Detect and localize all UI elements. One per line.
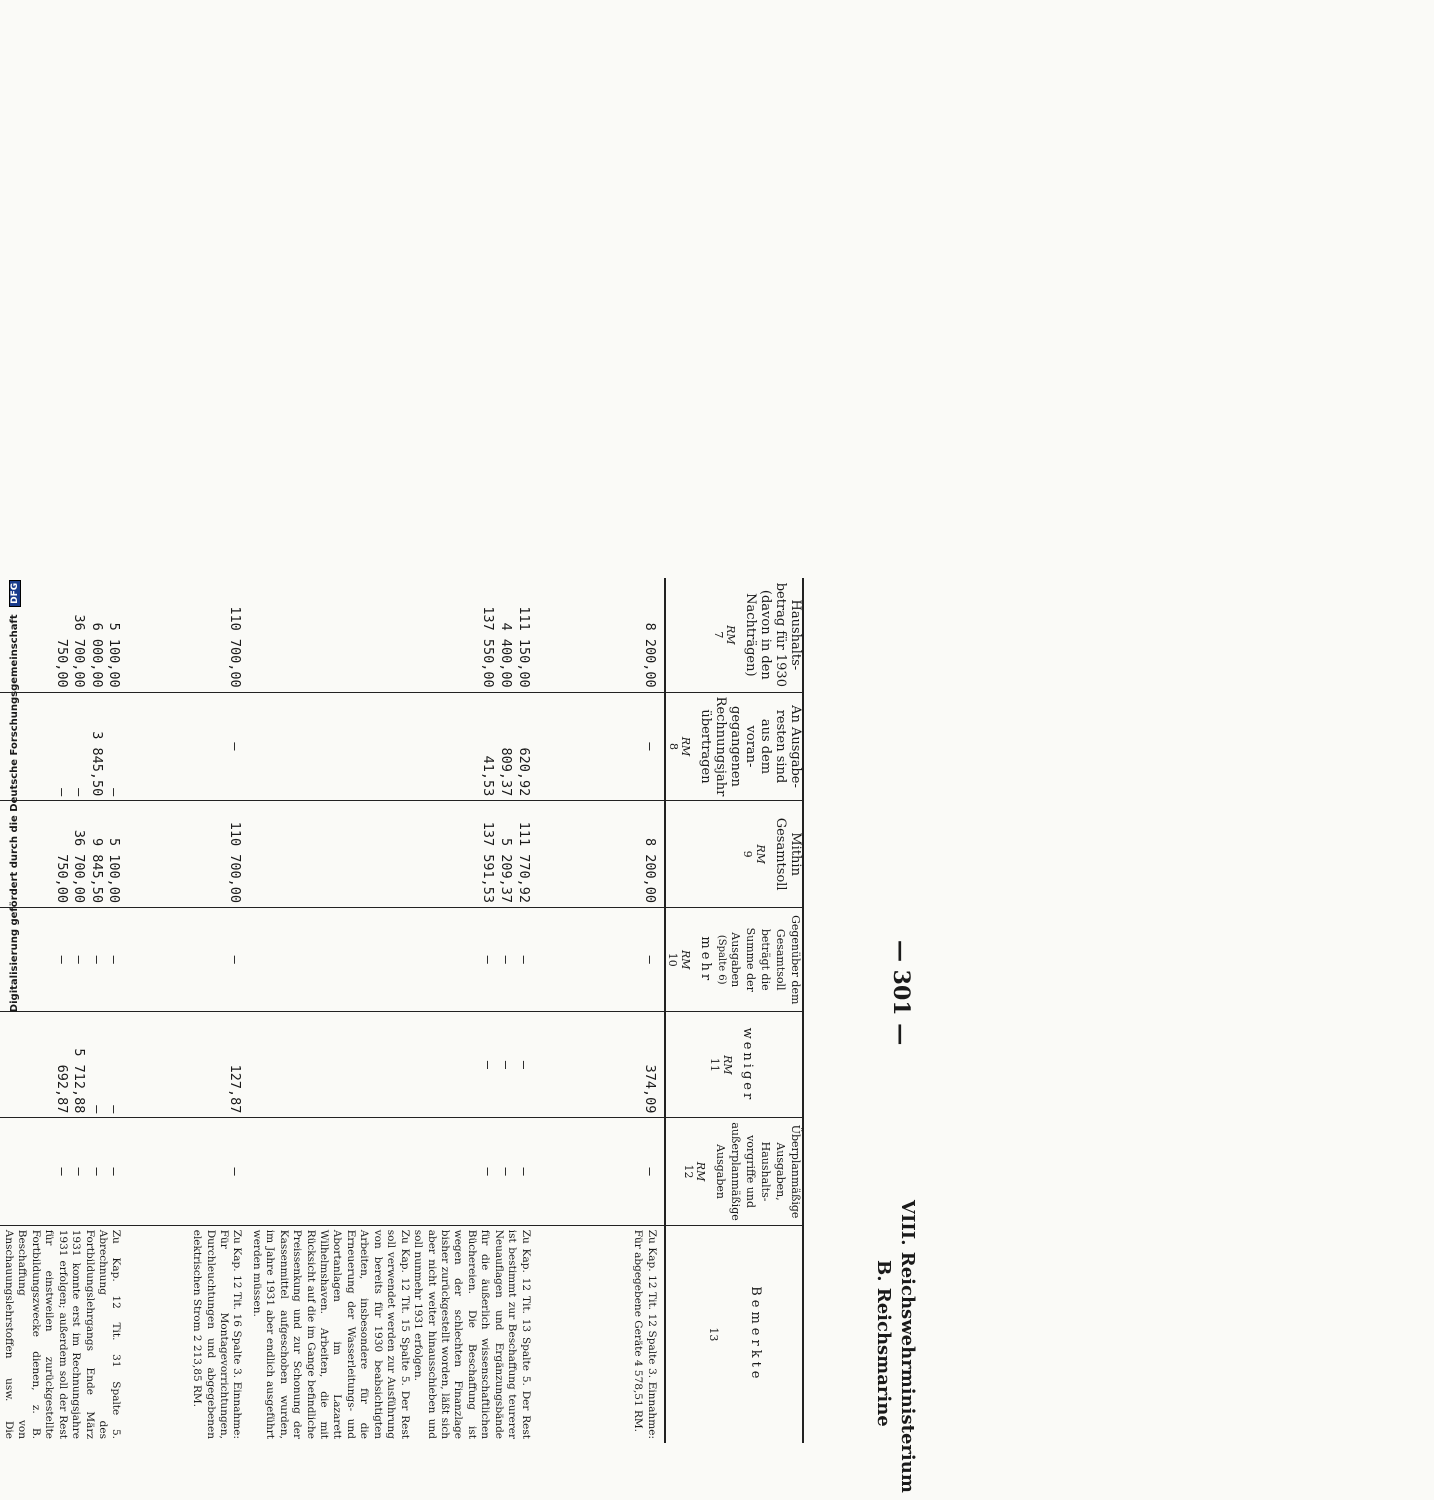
- cell-c10: —: [538, 908, 665, 1012]
- cell-c10: — — — —: [0, 908, 128, 1012]
- cell-c7: 8 200,00: [641, 622, 658, 688]
- cell-c8: —: [128, 692, 249, 801]
- header-col10: Gegenüber dem Gesamtsoll beträgt die Summe der Ausgaben (Spalte 6) mehr RM 10: [665, 908, 803, 1012]
- header-col11: weniger RM 11: [665, 1012, 803, 1118]
- cell-c10: — — —: [249, 908, 537, 1012]
- cell-c11: — — 5 712,88 692,87: [0, 1012, 128, 1118]
- ministry-title: VIII. Reichswehrministerium: [897, 1200, 918, 1493]
- table-row: [249, 578, 537, 1443]
- header-col9: Mithin Gesamtsoll RM 9: [665, 801, 803, 908]
- header-col7: Haushalts-betrag für 1930 (davon in den Nachträgen) RM 7: [665, 578, 803, 692]
- cell-c7: 111 150,00 4 400,00 137 550,00: [480, 606, 532, 688]
- header-col12: Überplanmäßige Ausgaben, Haushalts-vorgriffe und außerplanmäßige Ausgaben RM 12: [665, 1118, 803, 1225]
- table-row: [128, 578, 249, 1443]
- cell-c9: 110 700,00: [128, 801, 249, 908]
- cell-c8: — 3 845,50 — —: [0, 692, 128, 801]
- cell-c7: 110 700,00: [227, 606, 244, 688]
- cell-c8: —: [538, 692, 665, 801]
- cell-c12: — — — —: [0, 1118, 128, 1225]
- dfg-logo: DFG: [9, 580, 21, 607]
- table-row: [0, 578, 128, 1443]
- cell-remark: Zu Kap. 12 Tit. 16 Spalte 3. Einnahme: Für Montagevorrichtungen, Durchleuchtungen und abgegebenen elektrischen Strom 2 213,85 RM.: [128, 1225, 249, 1443]
- digitization-credit: Digitalisierung gefördert durch die Deutsche Forschungsgemeinschaft DFG: [9, 311, 21, 1281]
- cell-c12: —: [128, 1118, 249, 1225]
- cell-c9: 8 200,00: [538, 801, 665, 908]
- cell-c9: 5 100,00 9 845,50 36 700,00 750,00: [0, 801, 128, 908]
- cell-c7: 5 100,00 6 000,00 36 700,00 750,00: [53, 614, 123, 688]
- cell-c11: 127,87: [128, 1012, 249, 1118]
- cell-c8: 620,92 809,37 41,53: [249, 692, 537, 801]
- cell-c9: 111 770,92 5 209,37 137 591,53: [249, 801, 537, 908]
- budget-table: [0, 578, 804, 1443]
- cell-c12: — — —: [249, 1118, 537, 1225]
- table-row: [538, 578, 665, 1443]
- page-number: — 301 —: [888, 940, 914, 1046]
- table-header-row: [665, 578, 803, 1443]
- header-col8: An Ausgabe-resten sind aus dem voran-gegangenen Rechnungsjahr übertragen RM 8: [665, 692, 803, 801]
- cell-remark: Zu Kap. 12 Tit. 31 Spalte 5. Abrechnung des Fortbildungslehrgangs Ende März 1931 konnte erst im Rechnungsjahre 1931 erfolgen; außerdem soll der Rest für einstweilen zurückgestellte Fortbildungszwecke dienen, z. B. Beschaffung von Anschauungslehrstoffen usw. Die: [0, 1225, 128, 1443]
- cell-c10: —: [128, 908, 249, 1012]
- header-col13: Bemerkte 13: [665, 1225, 803, 1443]
- chapter-title: B. Reichsmarine: [873, 1260, 894, 1427]
- cell-c11: 374,09: [538, 1012, 665, 1118]
- rotated-document-page: [0, 500, 934, 1500]
- cell-remark: Zu Kap. 12 Tit. 13 Spalte 5. Der Rest ist bestimmt zur Beschaffung teurerer Neuauflagen und Ergänzungsbände für die äußerlich wissenschaftlichen Büchereien. Die Beschaffung ist wegen der schlechten Finanzlage bisher zurückgestellt worden, läßt sich aber nicht weiter hinausschieben und soll nunmehr 1931 erfolgen. Zu Kap. 12 Tit. 15 Spalte 5. Der Rest soll verwendet werden zur Ausführung von bereits für 1930 beabsichtigten Arbeiten, insbesondere für die Erneuerung der Wasserleitungs- und Abortanlagen im Lazarett Wilhelmshaven. Arbeiten, die mit Rücksicht auf die im Gange befindliche Preissenkung und zur Schonung der Kassenmittel aufgeschoben wurden, im Jahre 1931 aber endlich ausgeführt werden müssen.: [249, 1225, 537, 1443]
- cell-c11: — — —: [249, 1012, 537, 1118]
- cell-remark: Zu Kap. 12 Tit. 12 Spalte 3. Einnahme: Für abgegebene Geräte 4 578,51 RM.: [538, 1225, 665, 1443]
- cell-c12: —: [538, 1118, 665, 1225]
